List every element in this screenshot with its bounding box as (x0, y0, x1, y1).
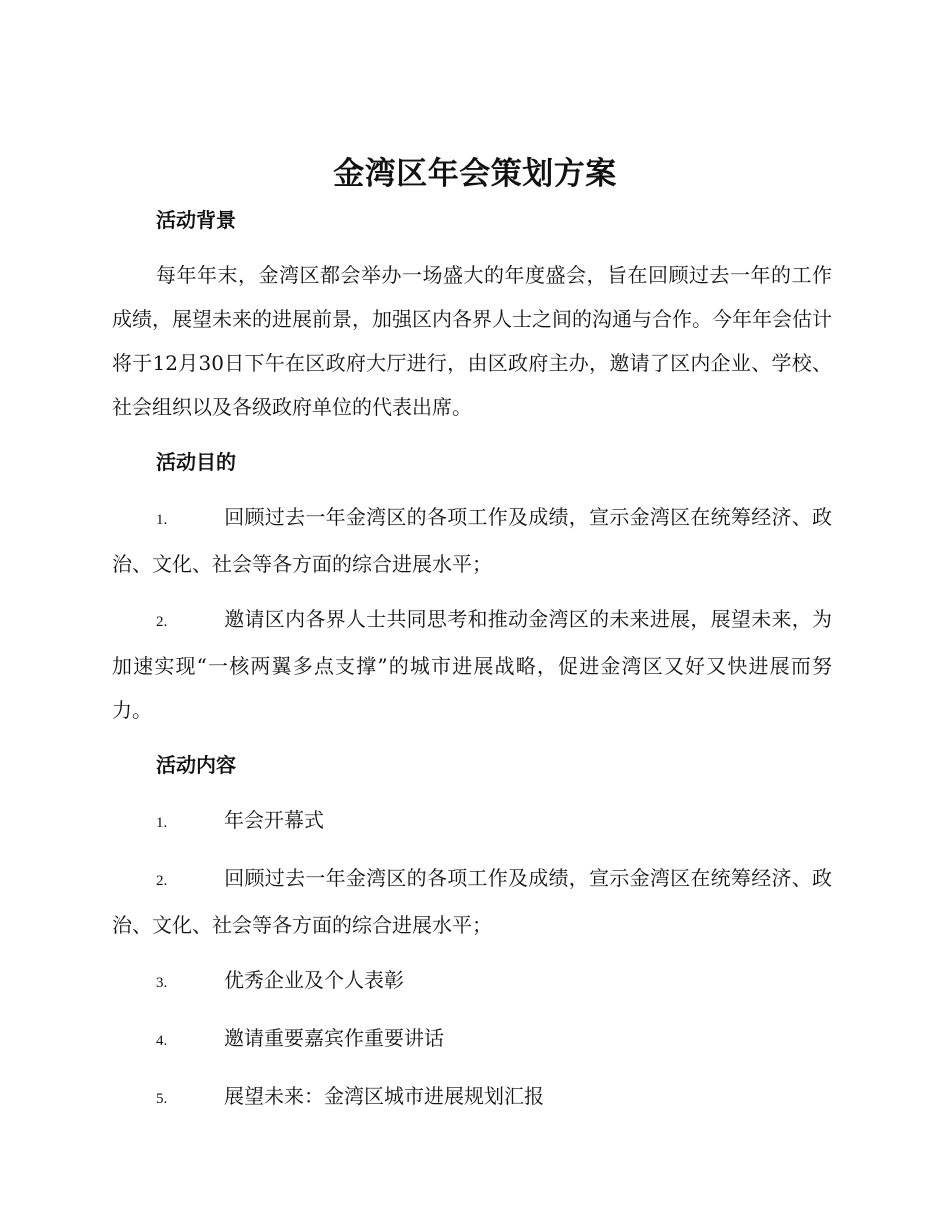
list-item-text: 回顾过去一年金湾区的各项工作及成绩，宣示金湾区在统筹经济、政治、文化、社会等各方面的综合进展水平； (112, 866, 832, 937)
list-item (112, 495, 832, 586)
list-item-number: 2. (156, 873, 168, 889)
list-item (112, 1016, 832, 1063)
section-purpose (112, 440, 832, 732)
purpose-list (112, 495, 832, 732)
list-item-number: 1. (156, 512, 168, 528)
list-item (112, 798, 832, 845)
list-item (112, 856, 832, 947)
list-item-number: 1. (156, 815, 168, 831)
list-item-number: 2. (156, 614, 168, 630)
document-body (112, 198, 832, 1121)
list-item-text: 回顾过去一年金湾区的各项工作及成绩，宣示金湾区在统筹经济、政治、文化、社会等各方面的综合进展水平； (112, 505, 832, 576)
list-item-number: 4. (156, 1033, 168, 1049)
list-item-text: 优秀企业及个人表彰 (224, 968, 404, 992)
section-heading-content: 活动内容 (156, 753, 236, 777)
list-item-number: 3. (156, 975, 168, 991)
list-item-text: 年会开幕式 (224, 808, 324, 832)
list-item (112, 1074, 832, 1121)
background-paragraph: 每年年末，金湾区都会举办一场盛大的年度盛会，旨在回顾过去一年的工作成绩，展望未来的进展前景，加强区内各界人士之间的沟通与合作。今年年会估计将于12月30日下午在区政府大厅进行，由区政府主办，邀请了区内企业、学校、社会组织以及各级政府单位的代表出席。 (112, 263, 832, 419)
list-item-text: 邀请重要嘉宾作重要讲话 (224, 1026, 444, 1050)
list-item-text: 展望未来：金湾区城市进展规划汇报 (224, 1084, 544, 1108)
section-heading-background: 活动背景 (156, 208, 236, 232)
section-heading-purpose: 活动目的 (156, 450, 236, 474)
list-item (112, 597, 832, 732)
list-item-text: 邀请区内各界人士共同思考和推动金湾区的未来进展，展望未来，为加速实现“一核两翼多点支撑”的城市进展战略，促进金湾区又好又快进展而努力。 (112, 607, 832, 722)
list-item (112, 958, 832, 1005)
document-title: 金湾区年会策划方案 (333, 156, 617, 192)
content-list (112, 798, 832, 1121)
list-item-number: 5. (156, 1091, 168, 1107)
section-content (112, 743, 832, 1121)
section-background (112, 198, 832, 429)
